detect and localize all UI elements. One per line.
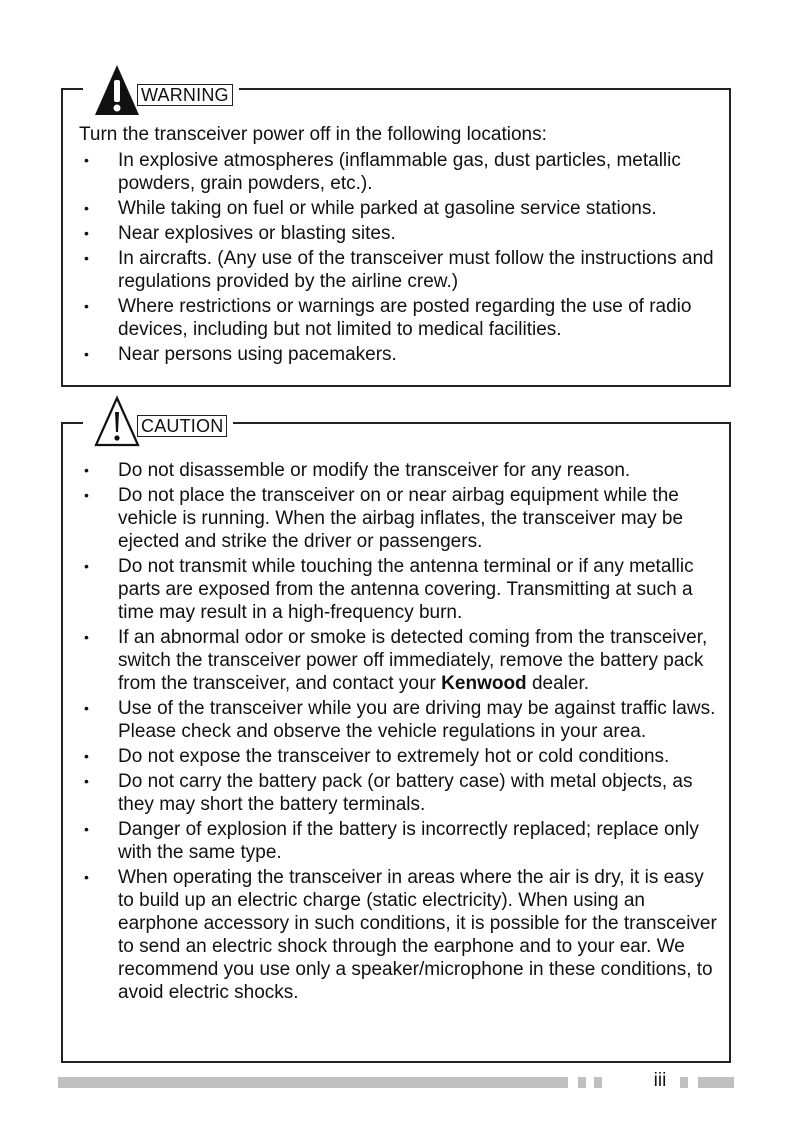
- warning-tag: [83, 63, 239, 117]
- caution-box: [61, 416, 731, 1063]
- footer-bar: [698, 1077, 734, 1088]
- caution-item: • Use of the transceiver while you are driving may be against traffic laws. Please check and observe the vehicle regulations in your area.: [79, 697, 717, 743]
- brand-name: Kenwood: [441, 673, 527, 694]
- caution-item: • Do not transmit while touching the antenna terminal or if any metallic parts are exposed from the antenna covering. Transmitting at such a time may result in a high-frequency burn.: [79, 555, 717, 624]
- caution-item: • Danger of explosion if the battery is incorrectly replaced; replace only with the same type.: [79, 818, 717, 864]
- caution-item: • Do not disassemble or modify the transceiver for any reason.: [79, 459, 717, 482]
- caution-label: CAUTION: [137, 415, 227, 437]
- warning-item: • While taking on fuel or while parked at gasoline service stations.: [79, 197, 717, 220]
- warning-item: • Near persons using pacemakers.: [79, 343, 717, 366]
- warning-triangle-icon: [93, 63, 141, 117]
- caution-item: • Do not carry the battery pack (or battery case) with metal objects, as they may short the battery terminals.: [79, 770, 717, 816]
- caution-item-text: If an abnormal odor or smoke is detected coming from the transceiver, switch the transceiver power off immediately, remove the battery pack from the transceiver, and contact your: [118, 627, 708, 694]
- warning-item: • In explosive atmospheres (inflammable gas, dust particles, metallic powders, grain powders, etc.).: [79, 149, 717, 195]
- caution-content: [79, 459, 717, 1006]
- caution-item: • Do not expose the transceiver to extremely hot or cold conditions.: [79, 745, 717, 768]
- warning-item: • In aircrafts. (Any use of the transceiver must follow the instructions and regulations provided by the airline crew.): [79, 247, 717, 293]
- caution-item: [79, 626, 717, 695]
- warning-box: [61, 85, 731, 387]
- caution-item: • Do not place the transceiver on or near airbag equipment while the vehicle is running. When the airbag inflates, the transceiver may be ejected and strike the driver or passengers.: [79, 484, 717, 553]
- footer-square: [680, 1077, 688, 1088]
- warning-content: [79, 123, 717, 368]
- warning-intro: Turn the transceiver power off in the following locations:: [79, 124, 547, 145]
- page-number: iii: [653, 1070, 667, 1091]
- caution-item-text: dealer.: [526, 673, 589, 694]
- caution-list: [79, 459, 717, 1004]
- warning-item: • Where restrictions or warnings are posted regarding the use of radio devices, including but not limited to medical facilities.: [79, 295, 717, 341]
- footer-square: [594, 1077, 602, 1088]
- warning-label: WARNING: [137, 84, 233, 106]
- caution-item: • When operating the transceiver in areas where the air is dry, it is easy to build up an electric charge (static electricity). When using an earphone accessory in such conditions, it is possible for the transceiver to send an electric shock through the earphone and to your ear. We recommend you use only a speaker/microphone in these conditions, to avoid electric shocks.: [79, 866, 717, 1004]
- warning-item: • Near explosives or blasting sites.: [79, 222, 717, 245]
- footer-bar: [58, 1077, 568, 1088]
- caution-tag: [83, 394, 233, 448]
- footer-square: [578, 1077, 586, 1088]
- warning-list: [79, 149, 717, 366]
- caution-triangle-icon: [93, 394, 141, 448]
